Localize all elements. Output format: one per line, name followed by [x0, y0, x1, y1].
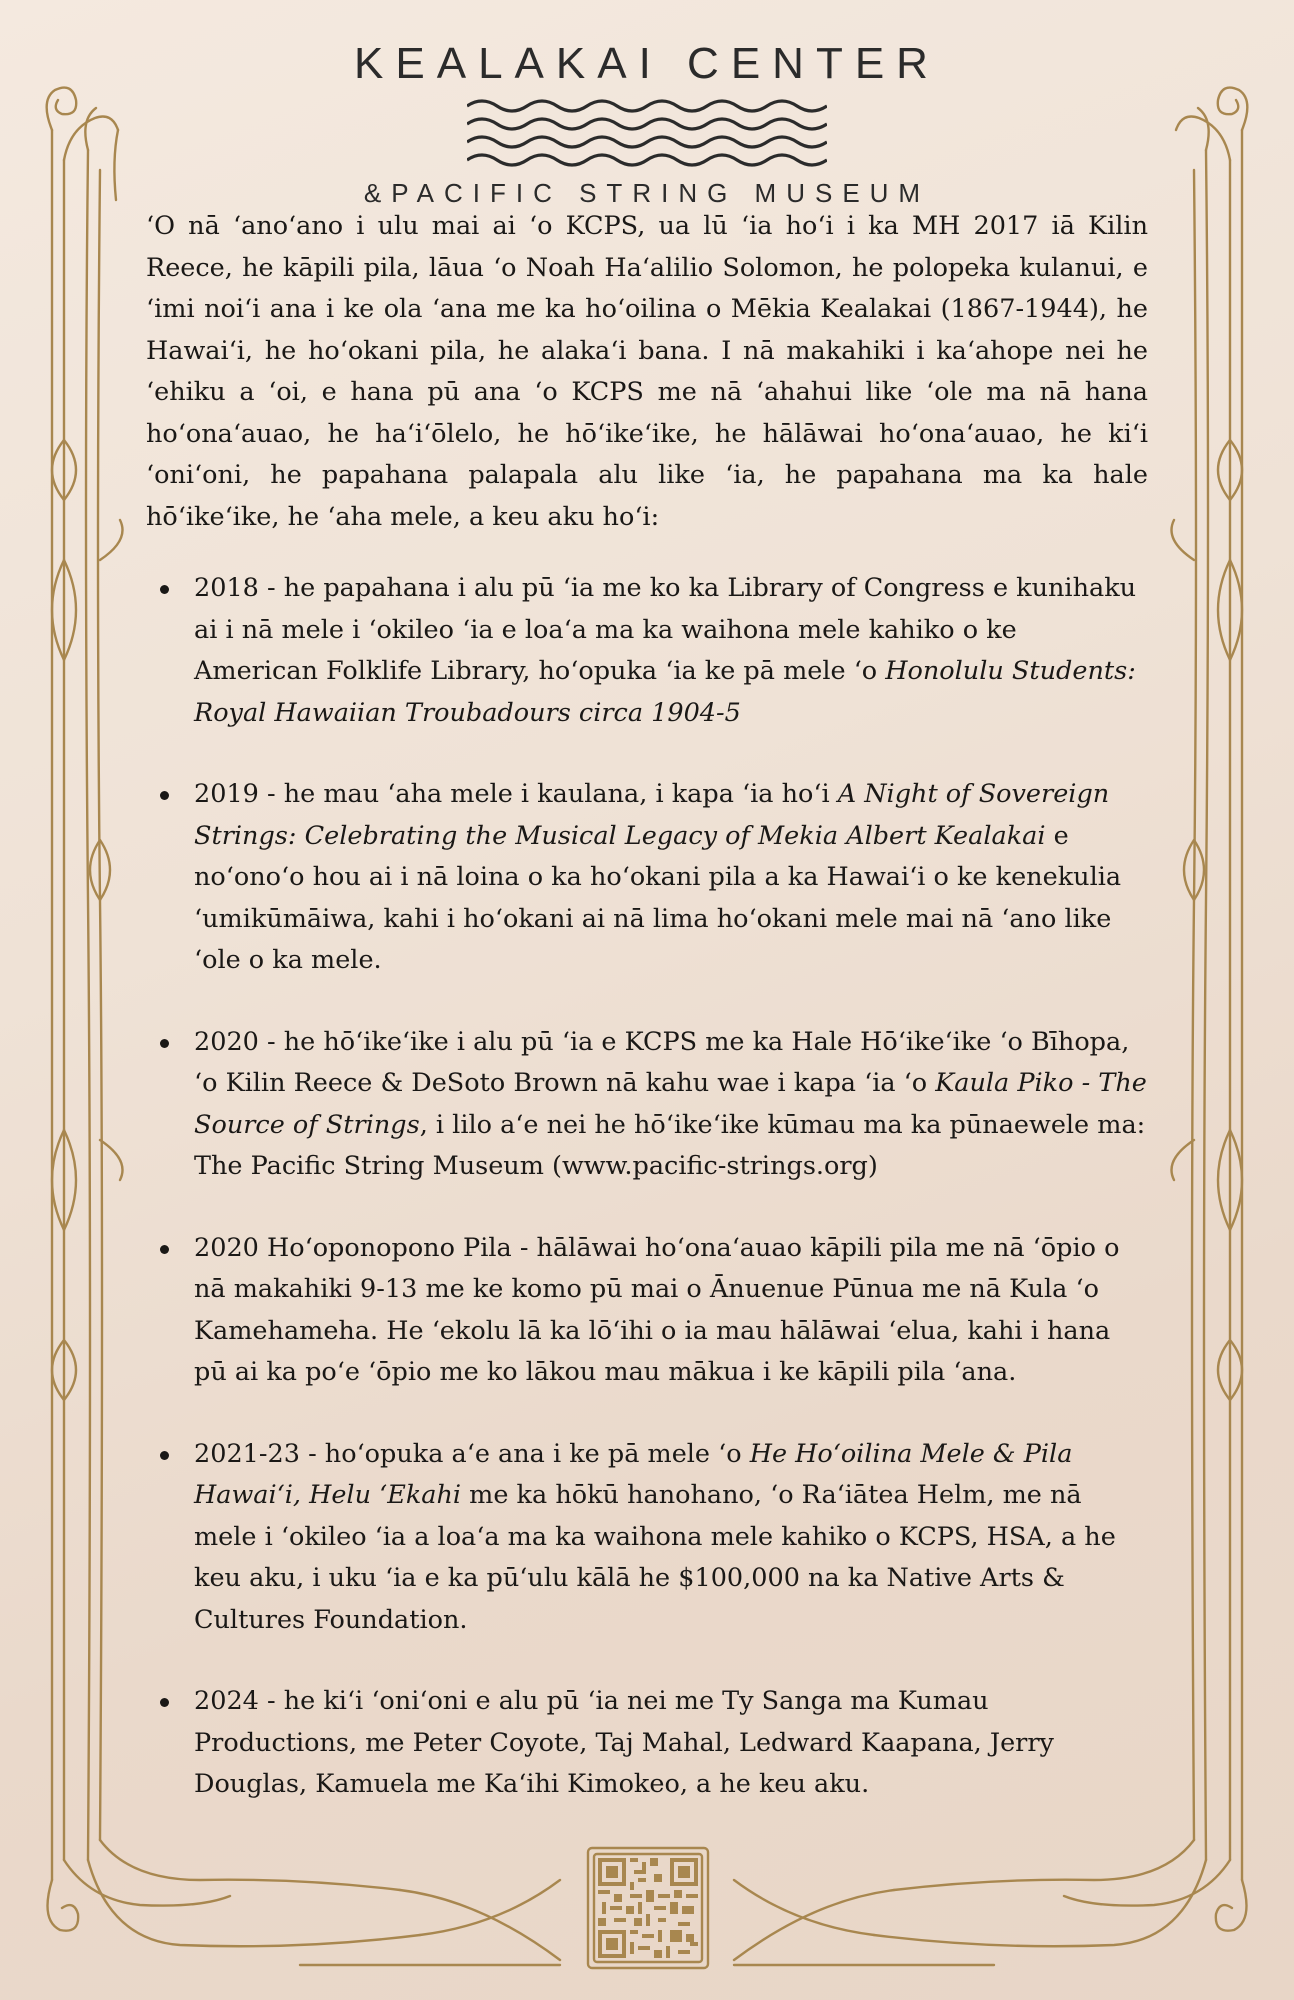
item-text: 2021-23 - hoʻopuka aʻe ana i ke pā mele ʻo: [194, 1438, 750, 1469]
bullet-icon: [160, 1698, 169, 1707]
bullet-icon: [160, 1451, 169, 1460]
logo-subtitle: &PACIFIC STRING MUSEUM: [363, 178, 931, 208]
list-item: [146, 568, 1148, 734]
bullet-icon: [160, 791, 169, 800]
header: [0, 38, 1294, 208]
list-item: [146, 1434, 1148, 1642]
item-title: He Hoʻoilina Mele & Pila Hawaiʻi, Helu ʻEkahi: [194, 1438, 1073, 1510]
item-text: me ka hōkū hanohano, ʻo Raʻiātea Helm, me nā mele i ʻokileo ʻia a loaʻa ma ka waihona mele kahiko o KCPS, HSA, a he keu aku, i uku ʻia e ka pūʻulu kālā he $100,000 na ka Native Arts & Cultures Foundation.: [194, 1480, 1116, 1635]
bullet-icon: [160, 585, 169, 594]
list-item: [146, 1022, 1148, 1188]
item-text: 2020 Hoʻoponopono Pila - hālāwai hoʻonaʻauao kāpili pila me nā ʻōpio o nā makahiki 9-13 me ke komo pū mai o Ānuenue Pūnua me nā Kula ʻo Kamehameha. He ʻekolu lā ka lōʻihi o ia mau hālāwai ʻelua, kahi i hana pū ai ka poʻe ʻōpio me ko lākou mau mākua i ke kāpili pila ʻana.: [194, 1232, 1120, 1387]
item-text: 2024 - he kiʻi ʻoniʻoni e alu pū ʻia nei me Ty Sanga ma Kumau Productions, me Peter Coyote, Taj Mahal, Ledward Kaapana, Jerry Douglas, Kamuela me Kaʻihi Kimokeo, a he keu aku.: [194, 1686, 1054, 1799]
qr-code[interactable]: [598, 1858, 698, 1958]
item-title: Honolulu Students: Royal Hawaiian Troubadours circa 1904-5: [194, 656, 1136, 728]
bullet-icon: [160, 1039, 169, 1048]
waves-logo-icon: [467, 96, 827, 168]
list-item: [146, 1228, 1148, 1394]
project-list: [146, 568, 1148, 1806]
item-title: A Night of Sovereign Strings: Celebrating the Musical Legacy of Mekia Albert Kealakai: [194, 779, 1110, 851]
list-item: [146, 774, 1148, 982]
intro-paragraph: ʻO nā ʻanoʻano i ulu mai ai ʻo KCPS, ua lū ʻia hoʻi i ka MH 2017 iā Kilin Reece, he kāpili pila, lāua ʻo Noah Haʻalilio Solomon, he polopeka kulanui, e ʻimi noiʻi ana i ke ola ʻana me ka hoʻoilina o Mēkia Kealakai (1867-1944), he Hawaiʻi, he hoʻokani pila, he alakaʻi bana. I nā makahiki i kaʻahope nei he ʻehiku a ʻoi, e hana pū ana ʻo KCPS me nā ʻahahui like ʻole ma nā hana hoʻonaʻauao, he haʻiʻōlelo, he hōʻikeʻike, he hālāwai hoʻonaʻauao, he kiʻi ʻoniʻoni, he papahana palapala alu like ʻia, he papahana ma ka hale hōʻikeʻike, he ʻaha mele, a keu aku hoʻi:: [146, 211, 1148, 532]
item-text: 2019 - he mau ʻaha mele i kaulana, i kapa ʻia hoʻi: [194, 779, 838, 809]
logo-title: KEALAKAI CENTER: [354, 39, 940, 88]
item-text: e noʻonoʻo hou ai i nā loina o ka hoʻokani pila a ka Hawaiʻi o ke kenekulia ʻumikūmāiwa, kahi i hoʻokani ai nā lima hoʻokani mele mai nā ʻano like ʻole o ka mele.: [194, 820, 1122, 975]
main-content: [146, 206, 1148, 1846]
list-item: [146, 1681, 1148, 1806]
item-title: Kaula Piko - The Source of Strings: [194, 1068, 1147, 1140]
item-text: 2020 - he hōʻikeʻike i alu pū ʻia e KCPS me ka Hale Hōʻikeʻike ʻo Bīhopa, ʻo Kilin Reece & DeSoto Brown nā kahu wae i kapa ʻia ʻo: [194, 1026, 1130, 1098]
bullet-icon: [160, 1245, 169, 1254]
item-text: , i lilo aʻe nei he hōʻikeʻike kūmau ma ka pūnaewele ma: The Pacific String Museum (www.pacific-strings.org): [194, 1109, 1146, 1181]
item-text: 2018 - he papahana i alu pū ʻia me ko ka Library of Congress e kunihaku ai i nā mele i ʻokileo ʻia e loaʻa ma ka waihona mele kahiko o ke American Folklife Library, hoʻopuka ʻia ke pā mele ʻo: [194, 573, 1137, 686]
